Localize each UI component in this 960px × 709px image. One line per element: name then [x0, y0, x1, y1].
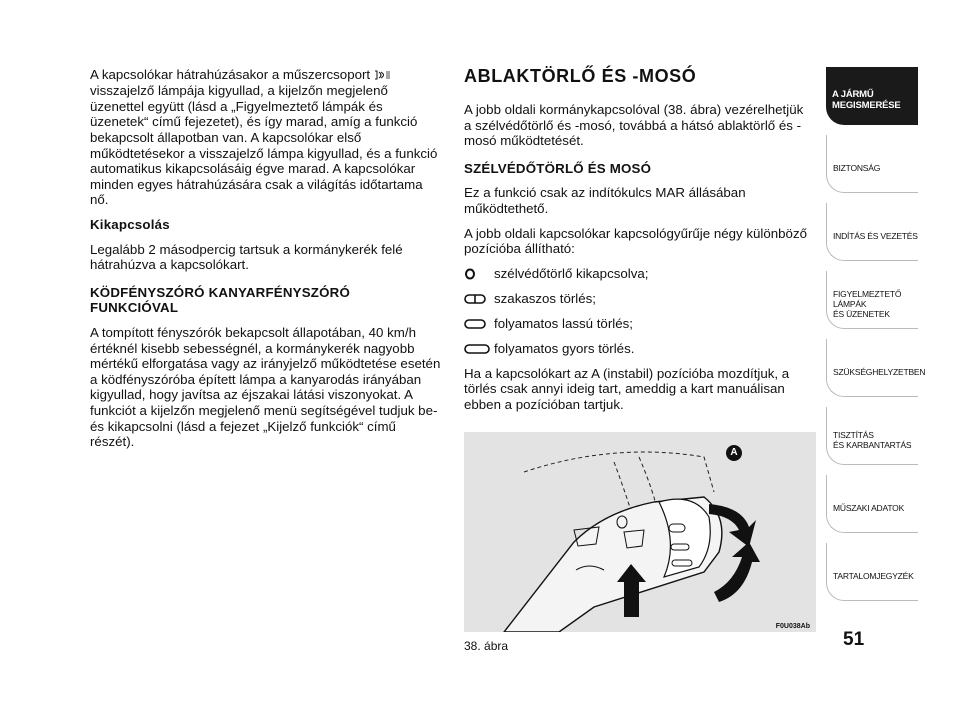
tab-label: SZÜKSÉGHELYZETBEN: [833, 366, 926, 377]
left-paragraph-3: A tompított fényszórók bekapcsolt állapotában, 40 km/h értéknél kisebb sebességnél, a kormánykerék nagyobb mértékű elforgatása vagy az irányjelző működtetése esetén a ködfényszóróba épített lámpa a kanyarodás irányában kigyullad, hogy javítsa az éjszakai látási viszonyokat. A funkciót a kijelzőn megjelenő menü segítségével tudjuk be- és kikapcsolni (lásd a fejezet „Kijelző funkciók“ című részét).: [90, 325, 441, 450]
wiper-stalk-illustration: [464, 432, 816, 632]
subheading-windscreen: SZÉLVÉDŐTÖRLŐ ÉS MOSÓ: [464, 160, 652, 176]
figure-caption: 38. ábra: [464, 639, 509, 653]
fog-light-icon: [373, 68, 391, 84]
position-slow-text: folyamatos lassú törlés;: [494, 315, 633, 331]
tab-label: TARTALOMJEGYZÉK: [833, 570, 914, 581]
off-symbol-icon: [464, 268, 494, 280]
figure-code: F0U038Ab: [775, 623, 810, 630]
tab-figyelmezteto-lampak[interactable]: [826, 271, 918, 329]
tab-label: TISZTÍTÁS ÉS KARBANTARTÁS: [833, 429, 912, 450]
left-paragraph-2: Legalább 2 másodpercig tartsuk a kormánykerék felé hátrahúzva a kapcsolókart.: [90, 241, 403, 273]
position-slow: [464, 316, 814, 332]
paragraph-mar: Ez a funkció csak az indítókulcs MAR állásában működtethető.: [464, 185, 746, 216]
tab-muszaki-adatok[interactable]: [826, 475, 918, 533]
left-paragraph-1: [90, 67, 442, 208]
tab-label: INDÍTÁS ÉS VEZETÉS: [833, 230, 918, 241]
paragraph-position-a: Ha a kapcsolókart az A (instabil) pozícióba mozdítjuk, a törlés csak annyi ideig tart, ameddig a kart manuálisan ebben a pozícióban tartjuk.: [464, 365, 790, 412]
left-column: [90, 67, 442, 459]
tab-tartalomjegyzek[interactable]: [826, 543, 918, 601]
section-title: ABLAKTÖRLŐ ÉS -MOSÓ: [464, 66, 697, 86]
tab-label: FIGYELMEZTETŐ LÁMPÁK ÉS ÜZENETEK: [833, 288, 902, 319]
position-off: [464, 266, 814, 282]
position-fast: [464, 341, 814, 357]
tab-biztonsag[interactable]: [826, 135, 918, 193]
left-paragraph-1-rest: visszajelző lámpája kigyullad, a kijelzőn megjelenő üzenettel együtt (lásd a „Figyelmeztető lámpák és üzenetek“ című fejezetet), és így marad, amíg a funkció bekapcsolt állapotban van. A kapcsolókar első működtetésekor a visszajelző lámpa kigyullad, és a funkció automatikus kikapcsolásáig égve marad. A kapcsolókar minden egyes hátrahúzására csak a világítás időtartama nő.: [90, 83, 438, 208]
tab-inditas-es-vezetes[interactable]: [826, 203, 918, 261]
right-column: [464, 102, 814, 422]
tab-label: BIZTONSÁG: [833, 162, 881, 173]
paragraph-positions: A jobb oldali kapcsolókar kapcsológyűrűje négy különböző pozícióba állítható:: [464, 225, 807, 257]
tab-label: A JÁRMŰ MEGISMERÉSE: [832, 89, 901, 111]
fast-wipe-icon: [464, 343, 494, 355]
intro-paragraph: A jobb oldali kormánykapcsolóval (38. ábra) vezérelhetjük a szélvédőtörlő és -mosó, továbbá a hátsó ablaktörlő és -mosó működtetését.: [464, 102, 804, 149]
position-intermittent-text: szakaszos törlés;: [494, 290, 596, 306]
slow-wipe-icon: [464, 318, 494, 330]
tab-a-jarmu-megismerese[interactable]: [826, 67, 918, 125]
position-intermittent: [464, 291, 814, 307]
figure-38: [464, 432, 816, 632]
intermittent-wipe-icon: [464, 293, 494, 305]
chapter-tabs: [826, 67, 926, 611]
page-number: 51: [843, 629, 865, 650]
position-off-text: szélvédőtörlő kikapcsolva;: [494, 265, 649, 281]
tab-label: MŰSZAKI ADATOK: [833, 502, 905, 513]
subheading-fog-light: KÖDFÉNYSZÓRÓ KANYARFÉNYSZÓRÓ FUNKCIÓVAL: [90, 284, 350, 316]
position-a-marker: A: [726, 445, 742, 461]
tab-tisztitas-es-karbantartas[interactable]: [826, 407, 918, 465]
tab-szukseghelyzetben[interactable]: [826, 339, 926, 397]
position-fast-text: folyamatos gyors törlés.: [494, 340, 635, 356]
left-paragraph-1-start: A kapcsolókar hátrahúzásakor a műszercsoport: [90, 67, 371, 82]
subheading-kikapcsolas: Kikapcsolás: [90, 217, 170, 233]
